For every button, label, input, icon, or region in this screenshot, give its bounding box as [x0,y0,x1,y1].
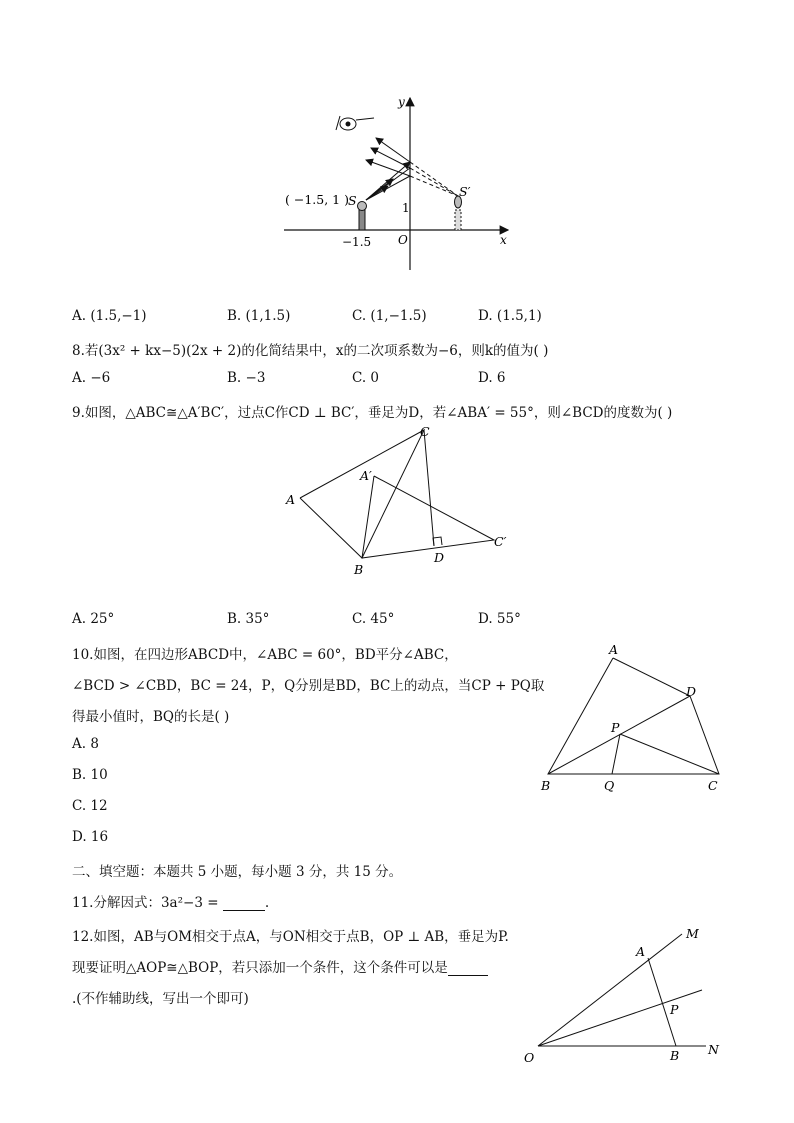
q7-figure [278,88,518,278]
label-q: Q [604,778,615,793]
q8-option-b: B. −3 [227,370,266,386]
q10-option-c: C. 12 [72,798,108,814]
q7-option-a: A. (1.5,−1) [72,308,147,324]
q8-option-d: D. 6 [478,370,506,386]
label-a-prime: A′ [360,468,372,483]
label-b: B [541,778,551,793]
candle-s-prime [455,196,462,230]
q10-line1: 10.如图，在四边形ABCD中，∠ABC = 60°，BD平分∠ABC， [72,647,458,663]
label-c: C [420,424,430,439]
q11-blank [223,896,265,911]
label-d: D [434,550,445,565]
neg-tick-label: −1.5 [342,235,372,249]
label-o: O [524,1050,535,1065]
y-axis-label: y [398,95,405,109]
label-b: B [670,1048,680,1063]
origin-label: O [398,233,408,247]
q11-prefix: 11.分解因式：3a²−3 = [72,895,219,911]
q11-text [72,891,269,911]
section-2-heading: 二、填空题：本题共 5 小题，每小题 3 分，共 15 分。 [72,864,403,880]
label-a: A [609,642,619,657]
q7-option-c: C. (1,−1.5) [352,308,427,324]
q10-figure [536,640,736,800]
s-label: S [348,193,357,208]
label-c-prime: C′ [494,534,507,549]
q9-figure [282,422,522,582]
x-axis-label: x [500,233,507,247]
q12-line2 [72,956,488,976]
q10-option-b: B. 10 [72,767,108,783]
q12-line2-text: 现要证明△AOP≅△BOP，若只添加一个条件，这个条件可以是 [72,960,448,976]
q8-option-c: C. 0 [352,370,380,386]
q9-option-b: B. 35° [227,611,270,627]
q10-line3: 得最小值时，BQ的长是( ) [72,709,230,725]
label-m: M [686,926,699,941]
q12-figure [518,920,738,1070]
label-c: C [708,778,718,793]
eye-icon [336,116,374,130]
label-b: B [354,562,364,577]
q9-option-d: D. 55° [478,611,521,627]
q8-option-a: A. −6 [72,370,111,386]
q9-text: 9.如图，△ABC≅△A′BC′，过点C作CD ⊥ BC′，垂足为D，若∠ABA′ = 55°，则∠BCD的度数为( ) [72,405,673,421]
q8-text: 8.若(3x² + kx−5)(2x + 2)的化简结果中，x的二次项系数为−6，则k的值为( ) [72,343,549,359]
s-prime-label: S′ [459,184,471,199]
label-p: P [670,1002,679,1017]
label-a: A [636,944,646,959]
one-tick-label: 1 [402,201,410,215]
q9-option-a: A. 25° [72,611,115,627]
label-a: A [286,492,296,507]
q11-suffix: . [264,895,270,911]
q10-option-a: A. 8 [72,736,99,752]
q10-option-d: D. 16 [72,829,109,845]
coord-label: ( −1.5, 1 ) [285,192,349,207]
label-d: D [686,684,697,699]
q12-blank [448,961,488,976]
q12-line3: .(不作辅助线，写出一个即可) [72,991,249,1007]
q9-option-c: C. 45° [352,611,395,627]
candle-s [358,202,367,231]
q7-option-b: B. (1,1.5) [227,308,291,324]
label-n: N [708,1042,719,1057]
q10-line2: ∠BCD > ∠CBD，BC = 24，P，Q分别是BD，BC上的动点，当CP + PQ取 [72,678,545,694]
label-p: P [611,720,620,735]
q12-line1: 12.如图，AB与OM相交于点A，与ON相交于点B，OP ⊥ AB，垂足为P. [72,929,509,945]
q7-option-d: D. (1.5,1) [478,308,542,324]
